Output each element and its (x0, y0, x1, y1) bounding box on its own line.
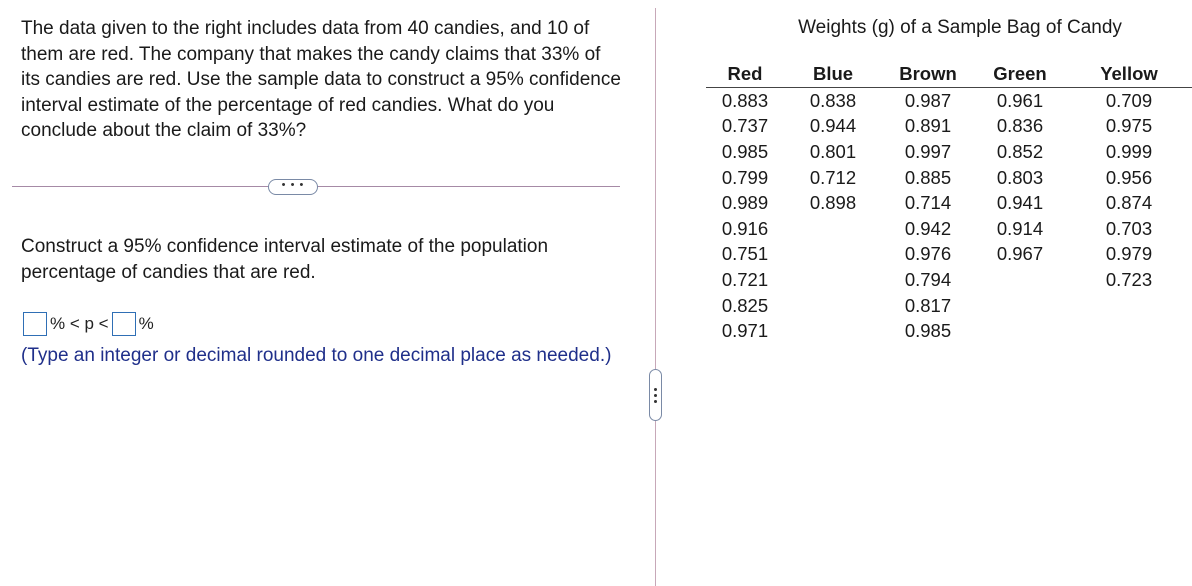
table-row (706, 165, 1192, 191)
table-cell: 0.838 (809, 89, 857, 111)
table-cell: 0.985 (904, 320, 952, 342)
hint-text: (Type an integer or decimal rounded to one decimal place as needed.) (21, 345, 612, 366)
prompt-text: Construct a 95% confidence interval estimate of the population percentage of candies that are red. (21, 236, 549, 283)
splitter-handle-icon[interactable] (649, 369, 662, 421)
column-header: Yellow (1066, 61, 1192, 88)
table-cell: 0.721 (721, 268, 769, 290)
lower-bound-input[interactable] (23, 312, 47, 336)
table-row (706, 318, 1192, 344)
table-cell: 0.751 (721, 243, 769, 265)
table-cell: 0.944 (809, 115, 857, 137)
table-cell: 0.803 (996, 166, 1044, 188)
pane-splitter[interactable] (655, 8, 656, 586)
table-cell: 0.825 (721, 294, 769, 316)
table-cell (784, 293, 882, 319)
table-cell: 0.794 (904, 268, 952, 290)
table-row (706, 293, 1192, 319)
more-options-button[interactable]: • • • (268, 179, 318, 195)
table-cell (784, 242, 882, 268)
table-cell: 0.941 (996, 192, 1044, 214)
table-cell: 0.979 (1105, 243, 1153, 265)
table-cell: 0.961 (996, 89, 1044, 111)
table-cell: 0.916 (721, 217, 769, 239)
table-cell (784, 216, 882, 242)
table-cell: 0.712 (809, 166, 857, 188)
table-row (706, 139, 1192, 165)
table-cell: 0.714 (904, 192, 952, 214)
table-cell: 0.999 (1105, 140, 1153, 162)
table-row (706, 216, 1192, 242)
table-cell (974, 318, 1066, 344)
table-cell: 0.703 (1105, 217, 1153, 239)
column-header: Brown (882, 61, 974, 88)
table-cell: 0.874 (1105, 192, 1153, 214)
table-cell: 0.985 (721, 140, 769, 162)
table-cell: 0.914 (996, 217, 1044, 239)
table-cell (1066, 293, 1192, 319)
table-cell: 0.987 (904, 89, 952, 111)
table-cell (784, 318, 882, 344)
table-cell (974, 267, 1066, 293)
table-cell: 0.737 (721, 115, 769, 137)
table-cell: 0.967 (996, 243, 1044, 265)
table-cell: 0.817 (904, 294, 952, 316)
table-cell: 0.709 (1105, 89, 1153, 111)
table-cell: 0.801 (809, 140, 857, 162)
column-header: Red (706, 61, 784, 88)
table-cell: 0.975 (1105, 115, 1153, 137)
upper-bound-input[interactable] (112, 312, 136, 336)
table-cell (784, 267, 882, 293)
table-title: Weights (g) of a Sample Bag of Candy (798, 17, 1122, 38)
table-cell (974, 293, 1066, 319)
table-row (706, 114, 1192, 140)
table-cell: 0.971 (721, 320, 769, 342)
table-row (706, 242, 1192, 268)
table-cell: 0.956 (1105, 166, 1153, 188)
table-cell: 0.997 (904, 140, 952, 162)
table-cell: 0.942 (904, 217, 952, 239)
table-cell: 0.836 (996, 115, 1044, 137)
table-cell: 0.723 (1105, 268, 1153, 290)
table-cell: 0.799 (721, 166, 769, 188)
table-row (706, 267, 1192, 293)
answer-end-text: % (138, 314, 154, 333)
question-text: The data given to the right includes data from 40 candies, and 10 of them are red. The company that makes the candy claims that 33% of its candies are red. Use the sample data to construct a 95% confidence interval estimate of the percentage of red candies. What do you conclude about the claim of 33%? (21, 18, 621, 142)
table-cell: 0.885 (904, 166, 952, 188)
table-cell: 0.883 (721, 89, 769, 111)
table-cell: 0.989 (721, 192, 769, 214)
table-cell: 0.891 (904, 115, 952, 137)
table-cell: 0.852 (996, 140, 1044, 162)
table-cell: 0.976 (904, 243, 952, 265)
column-header: Green (974, 61, 1066, 88)
answer-row (23, 311, 157, 337)
table-row (706, 88, 1192, 114)
table-cell (1066, 318, 1192, 344)
column-header: Blue (784, 61, 882, 88)
table-header-row (706, 61, 1192, 88)
candy-weights-table (706, 61, 1192, 344)
table-cell: 0.898 (809, 192, 857, 214)
table-row (706, 190, 1192, 216)
answer-middle-text: % < p < (50, 314, 109, 333)
